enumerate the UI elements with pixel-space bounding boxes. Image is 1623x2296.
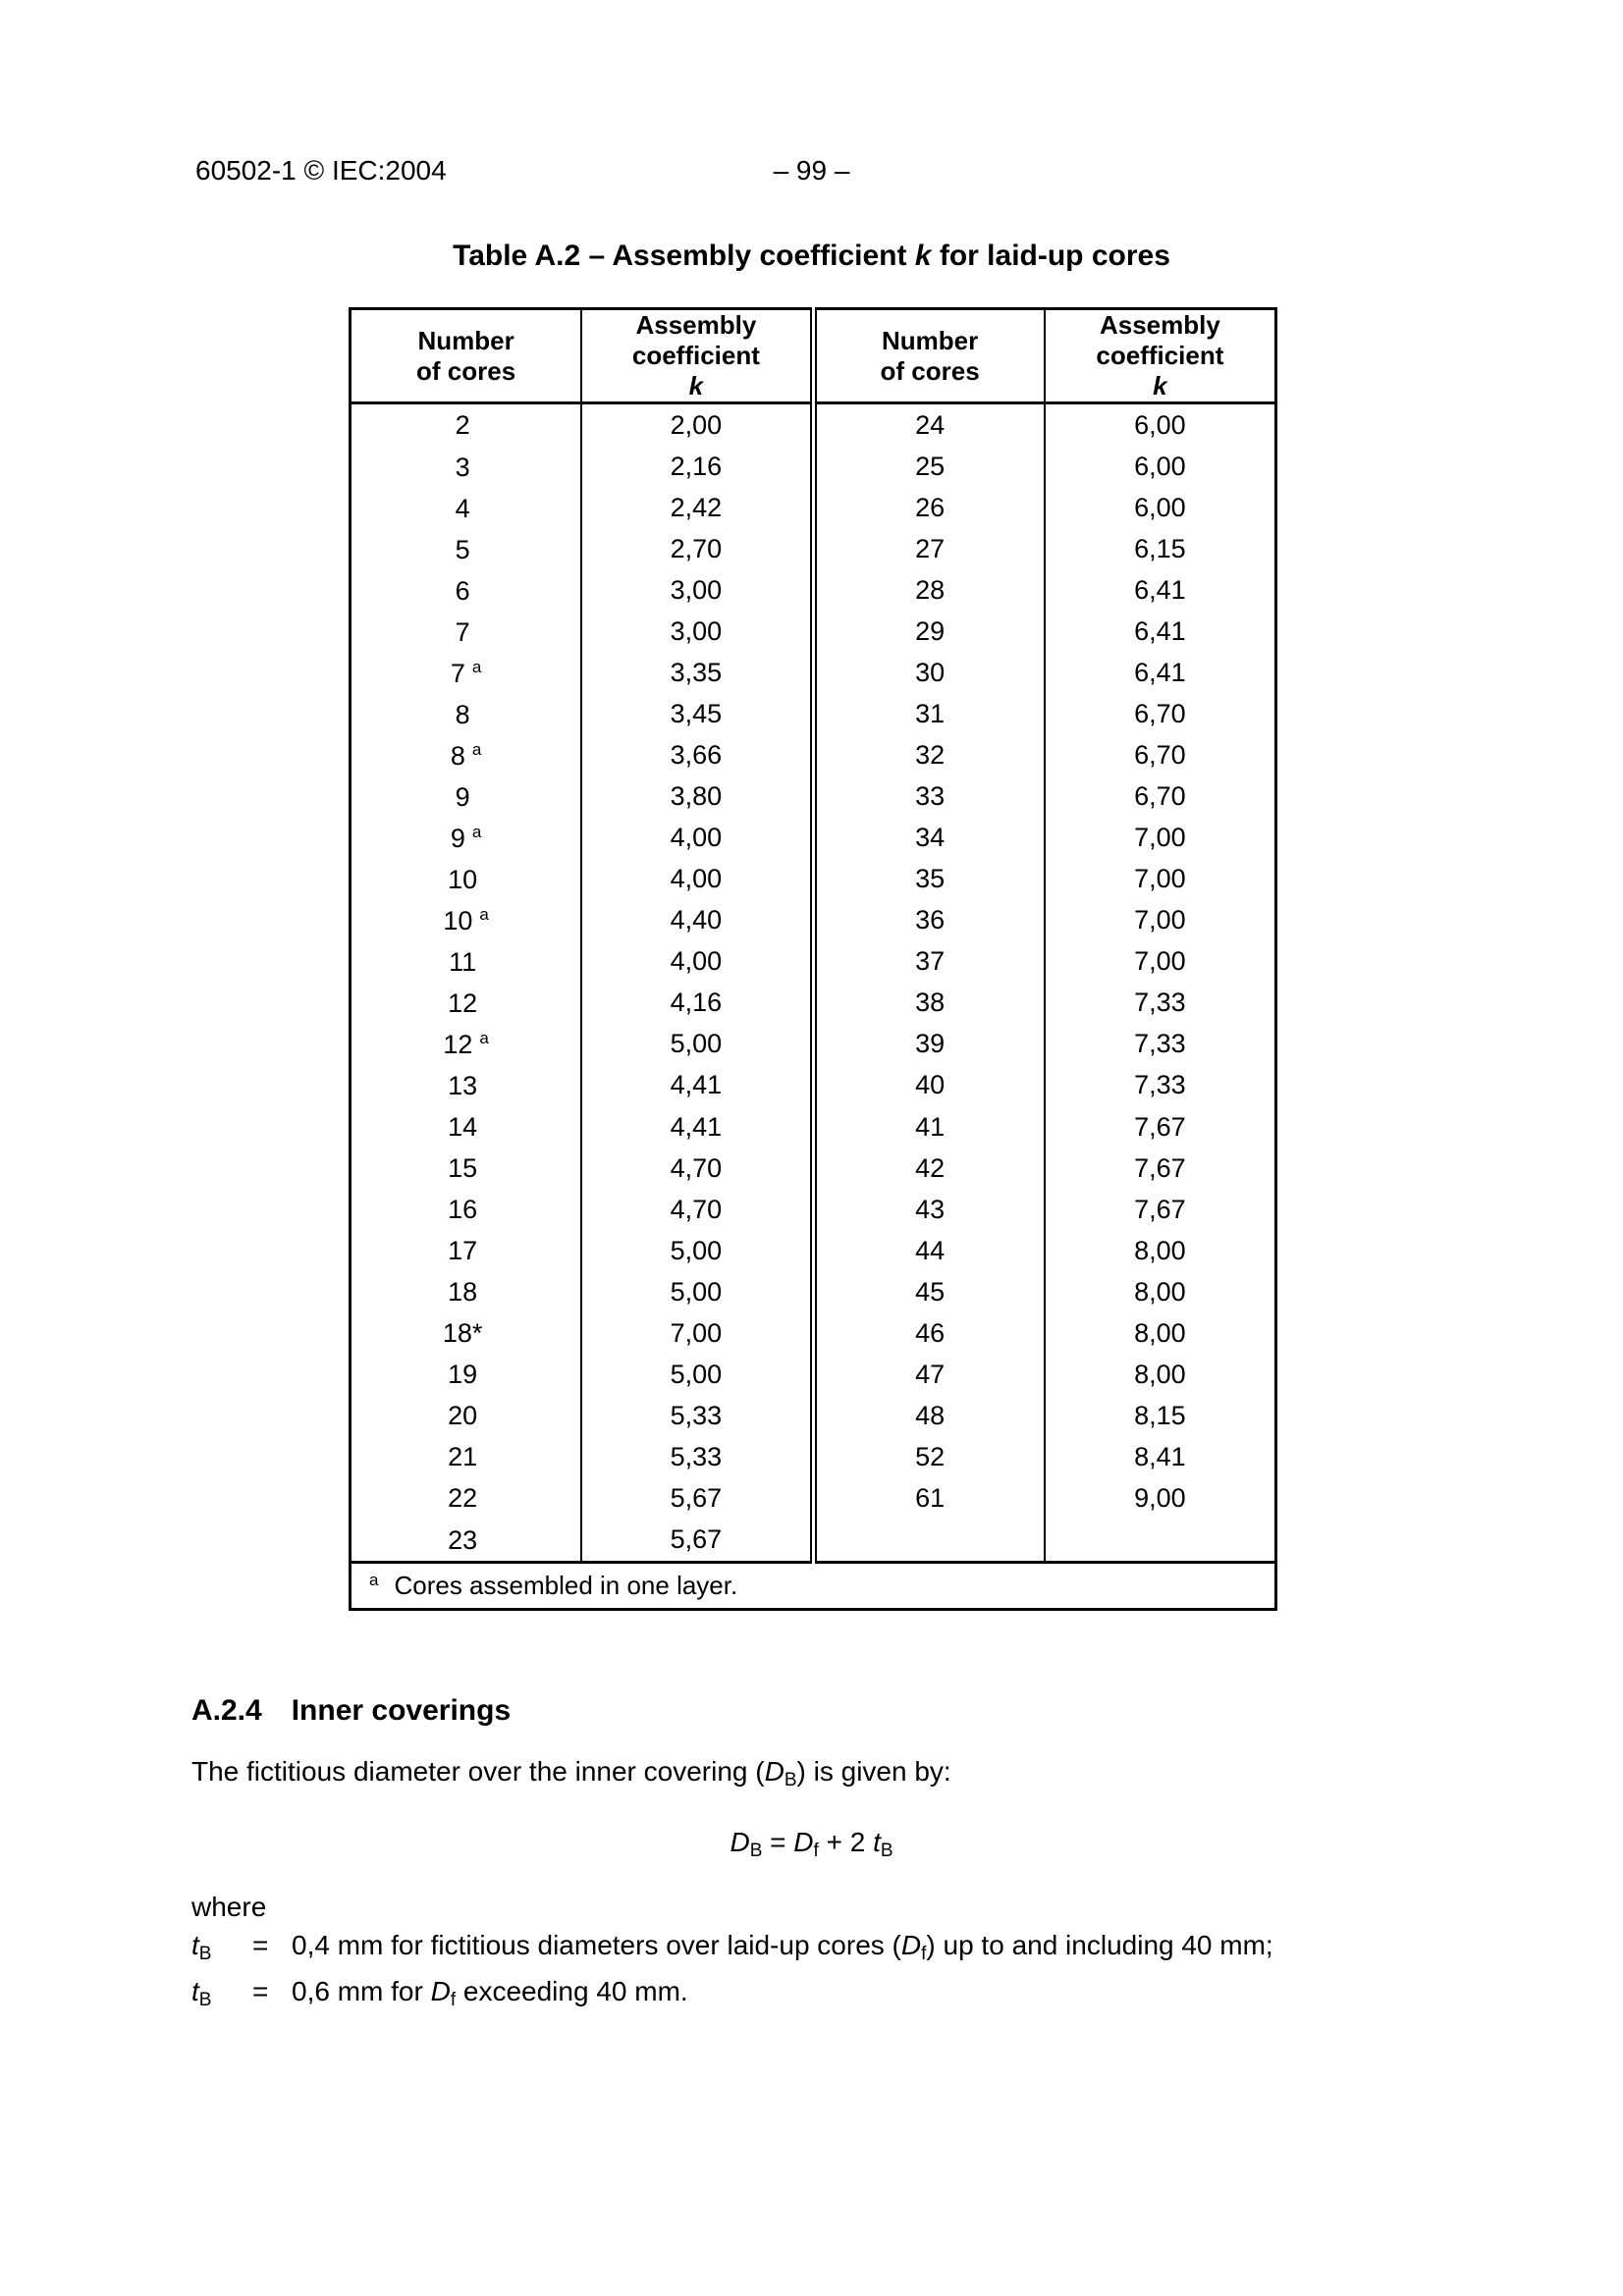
table-row (351, 818, 1276, 859)
cores-cell-left: 20 (448, 1401, 478, 1431)
table-row (351, 612, 1276, 653)
table-row (351, 1065, 1276, 1106)
cores-cell-left: 23 (448, 1524, 478, 1555)
cores-cell-right: 43 (813, 1189, 1045, 1230)
coeff-cell-left: 5,00 (581, 1024, 813, 1065)
intro-paragraph: The fictitious diameter over the inner covering $(D_B)$ is given by: (191, 1756, 951, 1790)
coeff-cell-right: 9,00 (1045, 1477, 1276, 1519)
cores-cell-right: 35 (813, 859, 1045, 900)
assembly-coefficient-table (349, 307, 1277, 1611)
cores-cell-left: 7 (455, 616, 470, 647)
cores-cell-left: 16 (448, 1195, 478, 1225)
cores-cell-right: 28 (813, 570, 1045, 612)
coeff-cell-right: 8,15 (1045, 1395, 1276, 1436)
coeff-cell-right: 7,00 (1045, 818, 1276, 859)
cores-cell-right: 46 (813, 1312, 1045, 1354)
cores-cell-right: 26 (813, 488, 1045, 529)
definition-tB-2 (191, 1976, 688, 2011)
coeff-cell-right: 8,41 (1045, 1436, 1276, 1477)
cores-cell-left: 2 (455, 410, 470, 441)
cores-cell-left: 9 (455, 781, 470, 812)
coeff-cell-left: 3,45 (581, 694, 813, 735)
header-assembly-coefficient-right: Assembly coefficient k (1045, 309, 1276, 403)
cores-cell-right: 29 (813, 612, 1045, 653)
table-body (351, 403, 1276, 1563)
cores-cell-left: 21 (448, 1442, 478, 1472)
cores-cell-right: 34 (813, 818, 1045, 859)
coeff-cell-left: 3,80 (581, 776, 813, 818)
coeff-cell-right: 6,70 (1045, 735, 1276, 776)
table-caption-post: for laid-up cores (931, 240, 1170, 272)
coeff-cell-right: 7,00 (1045, 859, 1276, 900)
cores-cell-left: 19 (448, 1360, 478, 1390)
coeff-cell-left: 4,70 (581, 1189, 813, 1230)
table-row (351, 1395, 1276, 1436)
table-footnote (351, 1563, 1276, 1610)
coeff-cell-left: 2,42 (581, 488, 813, 529)
table-row (351, 941, 1276, 983)
table-row (351, 1024, 1276, 1065)
cores-cell-right: 25 (813, 447, 1045, 488)
coeff-cell-left: 3,66 (581, 735, 813, 776)
cores-cell-left: 14 (448, 1112, 478, 1143)
var-DB: D (730, 1827, 750, 1857)
coeff-cell-left: 4,16 (581, 983, 813, 1024)
cores-cell-left: 10 $^a$ (443, 904, 489, 935)
header-number-of-cores-left: Number of cores (351, 309, 582, 403)
table-row (351, 653, 1276, 694)
coeff-cell-right: 6,00 (1045, 488, 1276, 529)
cores-cell-left: 6 (455, 575, 470, 606)
equals-sign: = (252, 1930, 269, 1960)
cores-cell-left: 13 (448, 1070, 478, 1100)
coeff-cell-right: 8,00 (1045, 1271, 1276, 1312)
cores-cell-right: 44 (813, 1230, 1045, 1271)
table-row (351, 403, 1276, 447)
cores-cell-right: 33 (813, 776, 1045, 818)
table-row (351, 529, 1276, 570)
cores-cell-right (813, 1519, 1045, 1562)
table-row (351, 1148, 1276, 1189)
cores-cell-left: 5 (455, 534, 470, 564)
coeff-cell-left: 4,41 (581, 1106, 813, 1148)
coeff-cell-left: 3,35 (581, 653, 813, 694)
table-row (351, 1312, 1276, 1354)
cores-cell-left: 3 (455, 452, 470, 482)
table-row (351, 570, 1276, 612)
cores-cell-right: 24 (813, 403, 1045, 447)
table-row (351, 900, 1276, 941)
coeff-cell-right: 7,33 (1045, 983, 1276, 1024)
coeff-cell-right: 6,41 (1045, 653, 1276, 694)
coeff-cell-left: 4,00 (581, 818, 813, 859)
cores-cell-right: 31 (813, 694, 1045, 735)
coeff-cell-left: 2,16 (581, 447, 813, 488)
table-header (351, 309, 1276, 403)
coeff-cell-right: 7,33 (1045, 1024, 1276, 1065)
coeff-cell-left: 4,70 (581, 1148, 813, 1189)
coeff-cell-right: 7,33 (1045, 1065, 1276, 1106)
cores-cell-left: 12 (448, 988, 478, 1018)
footnote-marker: a (369, 1571, 379, 1589)
cores-cell-right: 45 (813, 1271, 1045, 1312)
var-tB: t (873, 1827, 881, 1857)
var-Df: D (900, 1930, 922, 1960)
table-row (351, 776, 1276, 818)
table-row (351, 1230, 1276, 1271)
cores-cell-left: 15 (448, 1153, 478, 1184)
definition-text: 0,4 mm for fictitious diameters over laid-up cores $(D_f)$ up to and including 40 mm; (292, 1930, 1273, 1964)
table-row (351, 694, 1276, 735)
coeff-cell-left: 5,00 (581, 1230, 813, 1271)
header-row (351, 309, 1276, 403)
table-row (351, 1189, 1276, 1230)
cores-cell-right: 47 (813, 1354, 1045, 1395)
section-title: Inner coverings (291, 1694, 512, 1727)
symbol-tB: $t_B$ (191, 1930, 212, 1964)
cores-cell-right: 41 (813, 1106, 1045, 1148)
coeff-cell-right: 6,15 (1045, 529, 1276, 570)
coeff-cell-right: 6,00 (1045, 447, 1276, 488)
cores-cell-left: 9 $^a$ (450, 822, 482, 853)
coeff-cell-left: 4,00 (581, 859, 813, 900)
coeff-cell-left: 5,67 (581, 1519, 813, 1562)
header-assembly-coefficient-left: Assembly coefficient k (581, 309, 813, 403)
cores-cell-right: 36 (813, 900, 1045, 941)
cores-cell-right: 37 (813, 941, 1045, 983)
cores-cell-right: 40 (813, 1065, 1045, 1106)
coeff-cell-left: 5,67 (581, 1477, 813, 1519)
cores-cell-right: 32 (813, 735, 1045, 776)
cores-cell-left: 4 (455, 493, 470, 523)
coeff-cell-right: 8,00 (1045, 1312, 1276, 1354)
coeff-cell-right: 8,00 (1045, 1354, 1276, 1395)
cores-cell-right: 38 (813, 983, 1045, 1024)
coeff-cell-left: 2,70 (581, 529, 813, 570)
cores-cell-left: 10 (448, 864, 478, 894)
table-row (351, 1354, 1276, 1395)
coeff-cell-right (1045, 1519, 1276, 1562)
cores-cell-left: 22 (448, 1483, 478, 1514)
definition-tB-1 (191, 1930, 1273, 1965)
symbol-tB: $t_B$ (191, 1976, 212, 2010)
header-number-of-cores-right: Number of cores (813, 309, 1045, 403)
formula: $D_B = D_f + 2$ $t_B$ (730, 1827, 893, 1861)
coeff-cell-left: 3,00 (581, 570, 813, 612)
coeff-cell-left: 4,41 (581, 1065, 813, 1106)
table-row (351, 859, 1276, 900)
table-caption-k: k (914, 240, 932, 272)
cores-cell-right: 42 (813, 1148, 1045, 1189)
table-row (351, 983, 1276, 1024)
cores-cell-left: 12 $^a$ (443, 1028, 489, 1059)
var-D: D (764, 1756, 784, 1787)
cores-cell-left: 11 (449, 946, 477, 977)
table-row (351, 488, 1276, 529)
coeff-cell-left: 4,00 (581, 941, 813, 983)
footnote-row (351, 1563, 1276, 1610)
where-label: where (191, 1892, 267, 1922)
cores-cell-right: 52 (813, 1436, 1045, 1477)
coeff-cell-left: 5,33 (581, 1436, 813, 1477)
coeff-cell-right: 7,67 (1045, 1148, 1276, 1189)
table-row (351, 1477, 1276, 1519)
cores-cell-left: 18 (448, 1277, 478, 1308)
coeff-cell-right: 6,41 (1045, 612, 1276, 653)
coeff-cell-right: 7,67 (1045, 1106, 1276, 1148)
equals-sign: = (252, 1976, 269, 2006)
var-Df: D (430, 1976, 451, 2006)
cores-cell-left: 8 (455, 699, 470, 729)
cores-cell-right: 30 (813, 653, 1045, 694)
definition-text: 0,6 mm for $D_f$ exceeding 40 mm. (292, 1976, 688, 2010)
section-heading (191, 1694, 511, 1728)
footnote-cell (351, 1563, 1276, 1610)
coeff-cell-left: 5,00 (581, 1271, 813, 1312)
cores-cell-right: 61 (813, 1477, 1045, 1519)
table-row (351, 735, 1276, 776)
table-caption-pre: Table A.2 – Assembly coefficient (453, 240, 915, 272)
var-Df: D (793, 1827, 814, 1857)
coeff-cell-right: 8,00 (1045, 1230, 1276, 1271)
table-caption (0, 240, 1623, 273)
coeff-cell-left: 5,33 (581, 1395, 813, 1436)
coeff-cell-left: 7,00 (581, 1312, 813, 1354)
coeff-cell-right: 7,67 (1045, 1189, 1276, 1230)
cores-cell-right: 48 (813, 1395, 1045, 1436)
page-number: – 99 – (773, 155, 850, 186)
table-row (351, 1271, 1276, 1312)
cores-cell-left: 7 $^a$ (450, 657, 482, 688)
table-row (351, 447, 1276, 488)
coeff-cell-right: 7,00 (1045, 941, 1276, 983)
document-reference: 60502-1 © IEC:2004 (195, 155, 447, 186)
coeff-cell-left: 2,00 (581, 403, 813, 447)
coeff-cell-left: 3,00 (581, 612, 813, 653)
table-row (351, 1519, 1276, 1562)
coeff-cell-right: 6,70 (1045, 694, 1276, 735)
coeff-cell-right: 6,70 (1045, 776, 1276, 818)
coeff-cell-left: 5,00 (581, 1354, 813, 1395)
footnote-text: Cores assembled in one layer. (394, 1571, 738, 1600)
cores-cell-right: 39 (813, 1024, 1045, 1065)
table-row (351, 1436, 1276, 1477)
coeff-cell-right: 6,41 (1045, 570, 1276, 612)
table-row (351, 1106, 1276, 1148)
coeff-cell-right: 7,00 (1045, 900, 1276, 941)
coeff-cell-left: 4,40 (581, 900, 813, 941)
cores-cell-left: 17 (448, 1236, 478, 1266)
coeff-cell-right: 6,00 (1045, 403, 1276, 447)
cores-cell-right: 27 (813, 529, 1045, 570)
cores-cell-left: 8 $^a$ (450, 739, 482, 771)
cores-cell-left: 18* (442, 1318, 483, 1349)
section-number: A.2.4 (191, 1694, 262, 1727)
